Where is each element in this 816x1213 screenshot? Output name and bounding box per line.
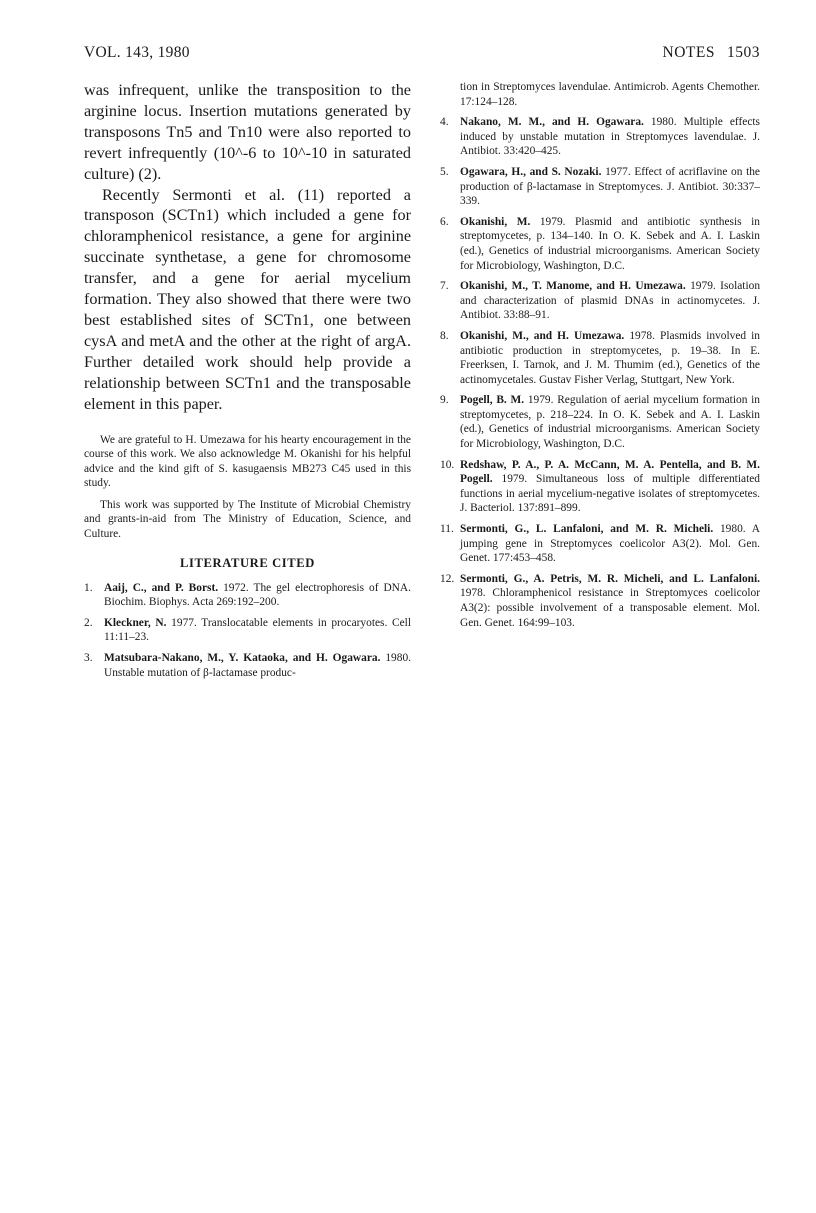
reference-item: 5. Ogawara, H., and S. Nozaki. 1977. Effect of acriflavine on the production of β-lactamase in Streptomyces. J. Antibiot. 30:337–339. [440,165,760,208]
running-header [84,44,760,66]
literature-cited-heading: LITERATURE CITED [180,555,315,570]
section-label: NOTES [662,44,715,61]
reference-item: 8. Okanishi, M., and H. Umezawa. 1978. Plasmids involved in antibiotic production in streptomycetes, p. 19–38. In E. Freerksen, I. Tarnok, and J. M. Thumim (ed.), Genetics of the actinomycetales. Gustav Fisher Verlag, Stuttgart, New York. [440,329,760,386]
reference-item: 11. Sermonti, G., L. Lanfaloni, and M. R. Micheli. 1980. A jumping gene in Streptomyces coelicolor A3(2). Mol. Gen. Genet. 177:453–458. [440,523,761,565]
funding-paragraph: This work was supported by The Institute of Microbial Chemistry and grants-in-aid from The Ministry of Education, Science, and Culture. [84,498,411,541]
reference-continuation: tion in Streptomyces lavendulae. Antimicrob. Agents Chemother. 17:124–128. [460,81,760,108]
journal-volume: VOL. 143, 1980 [84,44,190,61]
reference-item: 1. Aaij, C., and P. Borst. 1972. The gel electrophoresis of DNA. Biochim. Biophys. Acta 269:192–200. [84,581,411,609]
reference-item: 9. Pogell, B. M. 1979. Regulation of aerial mycelium formation in streptomycetes, p. 218–224. In O. K. Sebek and A. I. Laskin (ed.), Genetics of industrial microorganisms. American Society for Microbiology, Washington, D.C. [440,394,760,451]
body-paragraph-1: was infrequent, unlike the transposition to the arginine locus. Insertion mutations generated by transposons Tn5 and Tn10 were also reported to revert infrequently (10^-6 to 10^-10 in saturated culture) (2). [84,81,411,183]
right-column [440,80,760,636]
reference-item: 10. Redshaw, P. A., P. A. McCann, M. A. Pentella, and B. M. Pogell. 1979. Simultaneous loss of multiple differentiated functions in aerial mycelium-negative isolates of streptomycetes. J. Bacteriol. 137:891–899. [440,458,760,515]
header-right [663,44,760,62]
reference-item: 12. Sermonti, G., A. Petris, M. R. Micheli, and L. Lanfaloni. 1978. Chloramphenicol resistance in Streptomyces coelicolor A3(2): possible involvement of a transposable element. Mol. Gen. Genet. 164:99–103. [440,572,760,629]
reference-item: 2. Kleckner, N. 1977. Translocatable elements in procaryotes. Cell 11:11–23. [84,616,411,644]
reference-item: 7. Okanishi, M., T. Manome, and H. Umezawa. 1979. Isolation and characterization of plasmid DNAs in actinomycetes. J. Antibiot. 33:88–91. [440,280,761,322]
reference-item: 3. Matsubara-Nakano, M., Y. Kataoka, and H. Ogawara. 1980. Unstable mutation of β-lactamase produc- [84,652,411,679]
reference-item: 6. Okanishi, M. 1979. Plasmid and antibiotic synthesis in streptomycetes, p. 134–140. In O. K. Sebek and A. I. Laskin (ed.), Genetics of industrial microorganisms. American Society for Microbiology, Washington, D.C. [440,215,760,272]
acknowledgment-paragraph: We are grateful to H. Umezawa for his hearty encouragement in the course of this work. We also acknowledge M. Okanishi for his helpful advice and the kind gift of S. kasugaensis MB273 C45 used in this study. [84,433,411,490]
reference-item: 4. Nakano, M. M., and H. Ogawara. 1980. Multiple effects induced by unstable mutation in Streptomyces lavendulae. J. Antibiot. 33:420–425. [440,116,760,158]
left-column [84,80,411,686]
body-paragraph-2: Recently Sermonti et al. (11) reported a transposon (SCTn1) which included a gene for chloramphenicol resistance, a gene for arginine succinate synthetase, a gene for chromosome transfer, and a gene for aerial mycelium formation. They also showed that there were two best established sites of SCTn1, one between cysA and metA and the other at the right of argA. Further detailed work should help provide a relationship between SCTn1 and the transposable element in this paper. [84,185,411,413]
page-number: 1503 [727,44,760,61]
reference-list-left [84,581,411,681]
